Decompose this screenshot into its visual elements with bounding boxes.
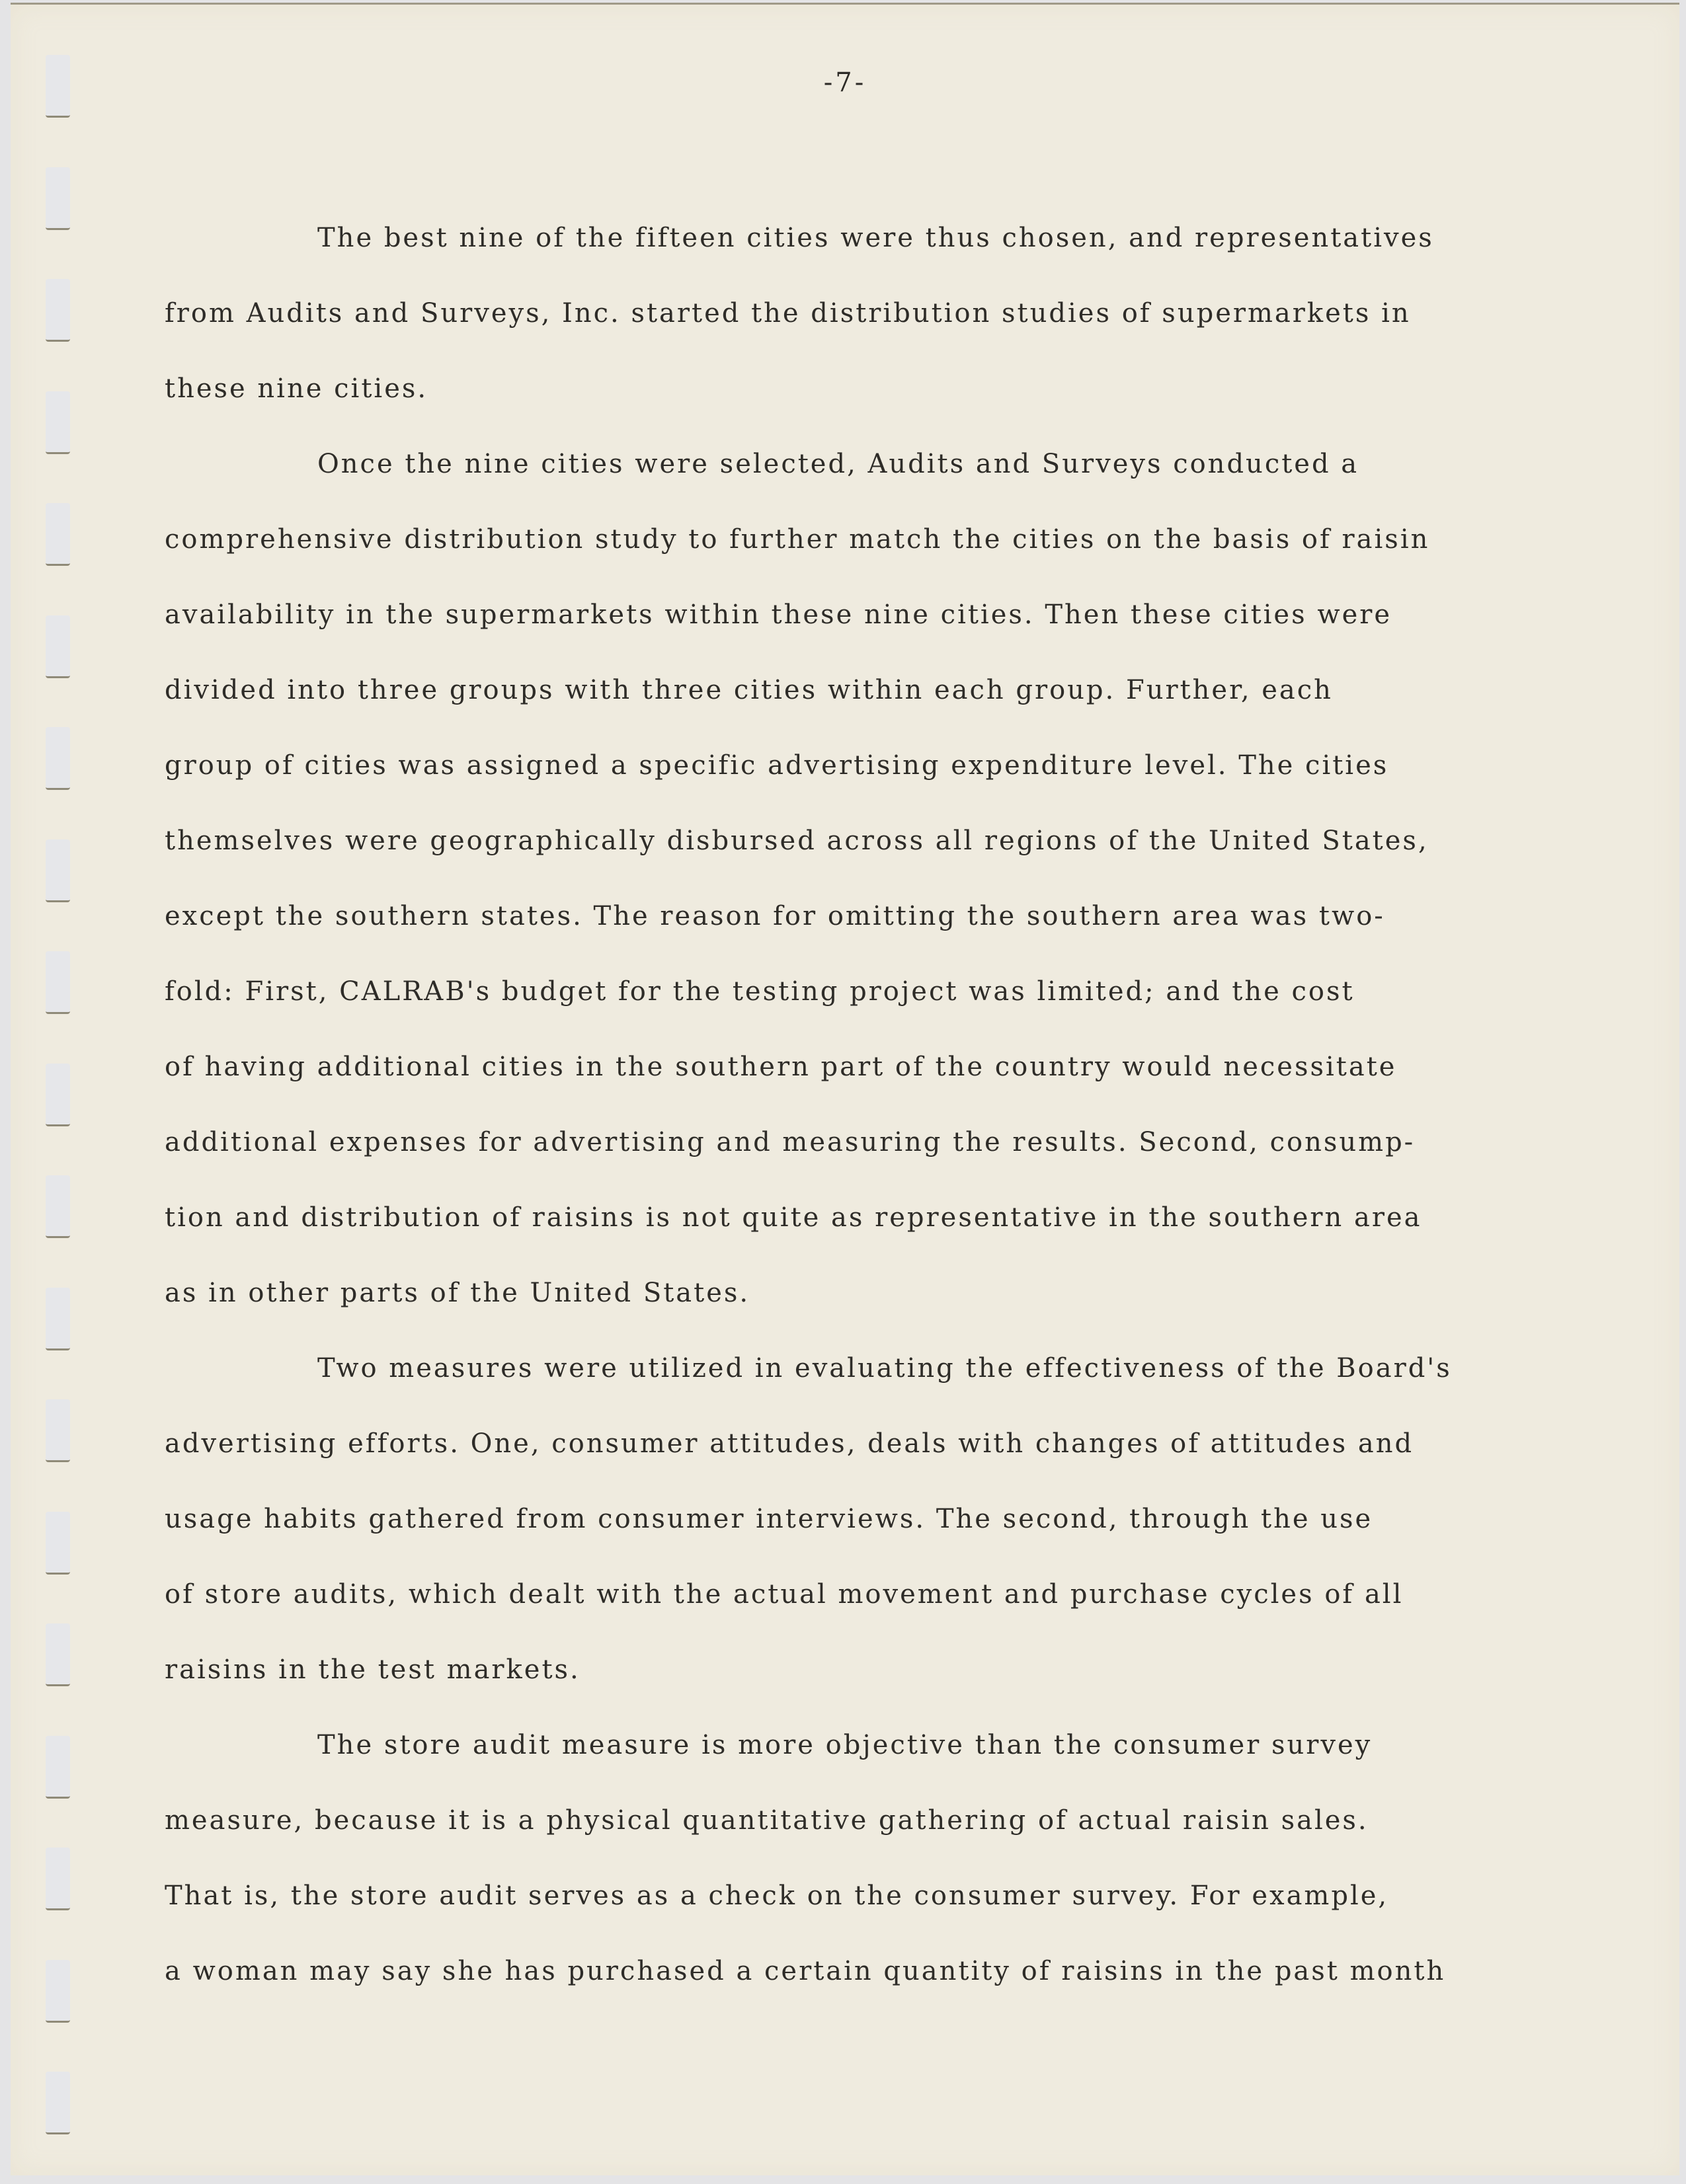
binding-hole xyxy=(46,1175,70,1238)
binding-hole xyxy=(46,839,70,902)
text-line: raisins in the test markets. xyxy=(165,1655,581,1685)
text-line: The store audit measure is more objective than the consumer survey xyxy=(317,1730,1373,1760)
binding-hole xyxy=(46,167,70,230)
binding-hole xyxy=(46,1512,70,1575)
binding-hole xyxy=(46,503,70,566)
page-number: -7- xyxy=(823,67,867,98)
binding-hole xyxy=(46,1623,70,1686)
binding-hole xyxy=(46,951,70,1014)
binding-hole xyxy=(46,1736,70,1799)
text-line: of store audits, which dealt with the actual movement and purchase cycles of all xyxy=(165,1579,1404,1610)
text-line: tion and distribution of raisins is not quite as representative in the southern area xyxy=(165,1202,1422,1233)
text-line: That is, the store audit serves as a check on the consumer survey. For example, xyxy=(165,1881,1389,1911)
text-line: usage habits gathered from consumer interviews. The second, through the use xyxy=(165,1504,1373,1534)
text-line: availability in the supermarkets within these nine cities. Then these cities were xyxy=(165,600,1392,630)
document-page xyxy=(11,3,1679,2175)
text-line: divided into three groups with three cities within each group. Further, each xyxy=(165,675,1333,705)
text-line: of having additional cities in the southern part of the country would necessitate xyxy=(165,1052,1397,1082)
binding-hole xyxy=(46,2072,70,2134)
text-line: measure, because it is a physical quantitative gathering of actual raisin sales. xyxy=(165,1805,1369,1836)
text-line: Once the nine cities were selected, Audits and Surveys conducted a xyxy=(317,449,1359,479)
binding-hole xyxy=(46,1064,70,1126)
binding-hole xyxy=(46,1399,70,1462)
text-line: from Audits and Surveys, Inc. started the distribution studies of supermarkets in xyxy=(165,298,1411,329)
binding-hole xyxy=(46,279,70,342)
text-line: except the southern states. The reason for omitting the southern area was two- xyxy=(165,901,1385,931)
text-line: advertising efforts. One, consumer attitudes, deals with changes of attitudes and xyxy=(165,1428,1414,1459)
text-line: as in other parts of the United States. xyxy=(165,1278,750,1308)
binding-hole xyxy=(46,727,70,790)
binding-hole xyxy=(46,1960,70,2023)
binding-hole xyxy=(46,1848,70,1910)
body-text xyxy=(165,215,1546,2023)
binding-hole xyxy=(46,1288,70,1350)
text-line: additional expenses for advertising and measuring the results. Second, consump- xyxy=(165,1127,1416,1157)
text-line: themselves were geographically disbursed across all regions of the United States, xyxy=(165,826,1429,856)
text-line: Two measures were utilized in evaluating the effectiveness of the Board's xyxy=(317,1353,1452,1384)
text-line: The best nine of the fifteen cities were thus chosen, and representatives xyxy=(317,223,1434,253)
text-line: fold: First, CALRAB's budget for the testing project was limited; and the cost xyxy=(165,976,1355,1007)
text-line: comprehensive distribution study to further match the cities on the basis of raisin xyxy=(165,524,1430,555)
text-line: group of cities was assigned a specific advertising expenditure level. The cities xyxy=(165,750,1389,781)
text-line: a woman may say she has purchased a certain quantity of raisins in the past month xyxy=(165,1956,1446,1986)
binding-hole xyxy=(46,391,70,454)
text-line: these nine cities. xyxy=(165,373,428,404)
binding-hole xyxy=(46,615,70,678)
